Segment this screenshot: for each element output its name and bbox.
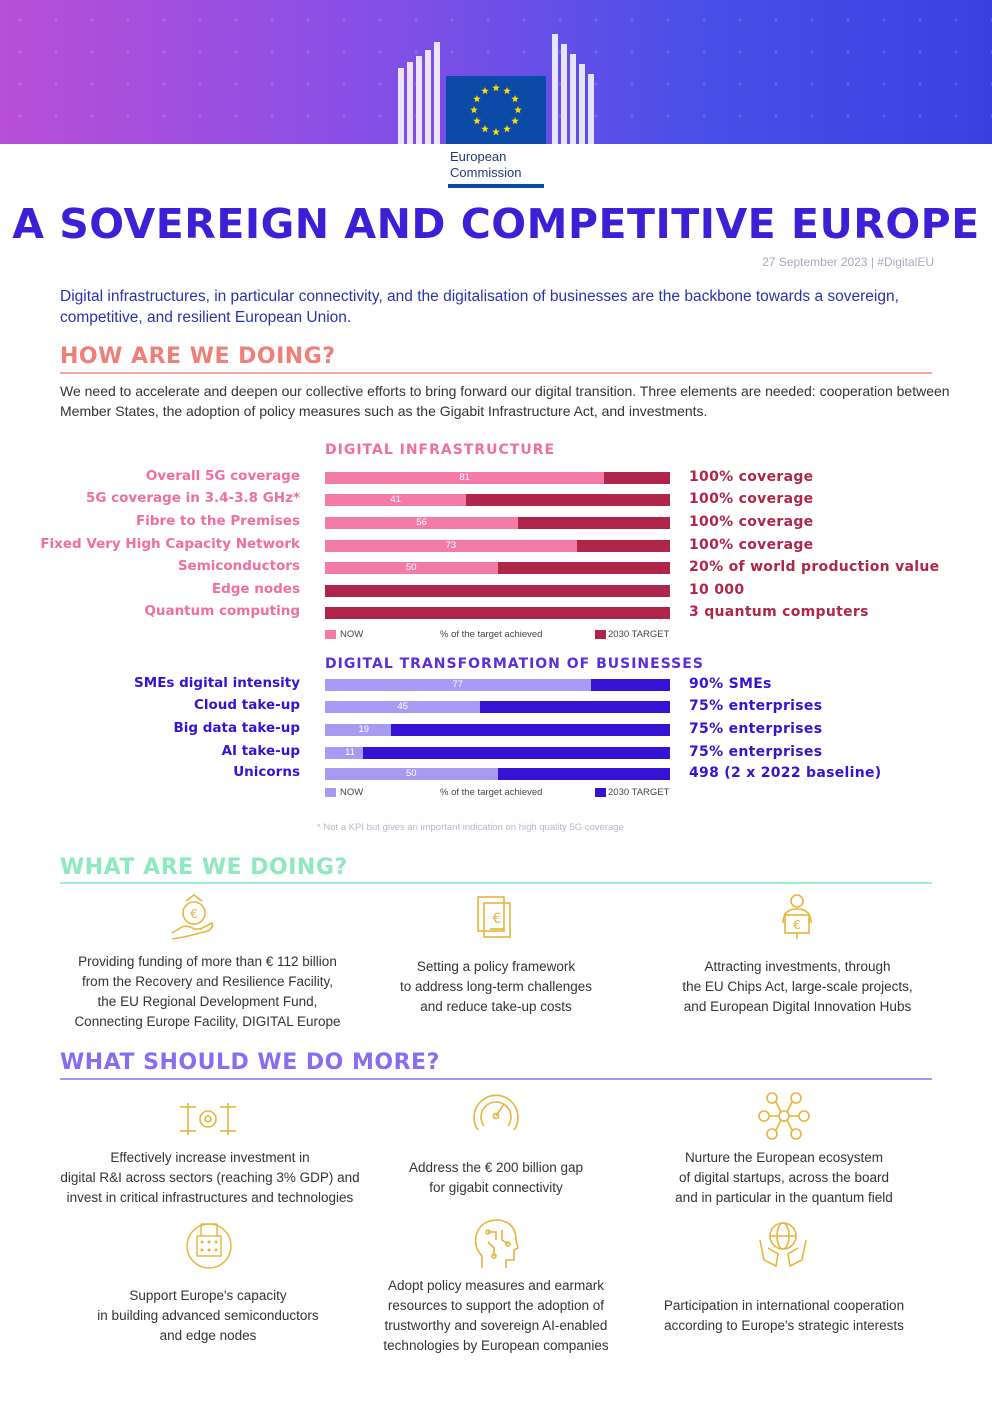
more-item-ai: Adopt policy measures and earmark resources to support the adoption of trustworthy and sovereign AI-enabled technologies by European companies xyxy=(383,1278,609,1353)
bar-target-label: 10 000 xyxy=(689,582,745,598)
more-item-semiconductors: Support Europe's capacity in building advanced semiconductors and edge nodes xyxy=(97,1288,319,1343)
research-cog-icon xyxy=(178,1099,238,1139)
bar-target xyxy=(325,540,670,552)
bar-value-label: 81 xyxy=(459,472,470,483)
eu-star xyxy=(503,125,511,132)
bar-value-label: 73 xyxy=(445,540,457,551)
bar-target xyxy=(325,747,670,759)
bar-label: Semiconductors xyxy=(177,558,300,574)
section-title-what-doing: WHAT ARE WE DOING? xyxy=(60,855,348,880)
logo-underline xyxy=(448,184,544,188)
legend-swatch-target xyxy=(595,788,606,797)
eu-star xyxy=(514,106,522,113)
eu-star xyxy=(511,117,519,124)
legend-now: NOW xyxy=(340,787,364,798)
bar-target xyxy=(325,724,670,736)
network-nodes-icon xyxy=(758,1090,810,1140)
bar-target xyxy=(325,517,670,529)
eu-star xyxy=(481,87,489,94)
bar-target xyxy=(325,472,670,484)
chart-title-businesses: DIGITAL TRANSFORMATION OF BUSINESSES xyxy=(325,656,704,672)
euro-document-icon xyxy=(476,895,516,941)
section-title-how-doing: HOW ARE WE DOING? xyxy=(60,344,336,369)
bar-label: Fixed Very High Capacity Network xyxy=(40,536,300,552)
eu-star xyxy=(470,106,478,113)
bar-label: Edge nodes xyxy=(211,581,300,597)
ai-head-icon xyxy=(472,1218,520,1272)
legend-axis-label: % of the target achieved xyxy=(440,629,543,640)
section-divider xyxy=(60,882,932,884)
globe-hands-icon xyxy=(756,1220,810,1270)
doing-item-funding: Providing funding of more than € 112 billion from the Recovery and Resilience Facility, the EU Regional Development Fund, Connecting Europe Facility, DIGITAL Europe xyxy=(74,954,341,1029)
bar-target-label: 100% coverage xyxy=(689,469,814,485)
eu-star xyxy=(492,128,500,135)
legend-swatch-now xyxy=(325,630,336,639)
bar-target-label: 75% enterprises xyxy=(689,721,823,737)
bar-target-label: 100% coverage xyxy=(689,491,814,507)
bar-target-label: 100% coverage xyxy=(689,537,814,553)
bar-label: AI take-up xyxy=(221,743,300,759)
speed-gauge-icon xyxy=(470,1090,522,1140)
investor-euro-icon xyxy=(777,893,817,941)
bar-target-label: 75% enterprises xyxy=(689,744,823,760)
svg-text:€: € xyxy=(190,907,198,921)
bar-label: Big data take-up xyxy=(173,720,300,736)
more-item-rnd: Effectively increase investment in digital R&I across sectors (reaching 3% GDP) and invest in critical infrastructures and technologies xyxy=(60,1150,360,1205)
eu-star xyxy=(481,125,489,132)
legend-swatch-target xyxy=(595,630,606,639)
chart-title-infrastructure: DIGITAL INFRASTRUCTURE xyxy=(325,442,556,458)
legend-target: 2030 TARGET xyxy=(608,629,670,640)
bar-target-label: 498 (2 x 2022 baseline) xyxy=(689,765,882,781)
money-hand-icon xyxy=(168,893,220,943)
chart-footnote: * Not a KPI but gives an important indication on high quality 5G coverage xyxy=(317,822,624,833)
eu-star xyxy=(492,84,500,91)
legend-swatch-now xyxy=(325,788,336,797)
bar-target xyxy=(325,768,670,780)
section-title-do-more: WHAT SHOULD WE DO MORE? xyxy=(60,1050,440,1075)
legend-now: NOW xyxy=(340,629,364,640)
intro-paragraph: Digital infrastructures, in particular connectivity, and the digitalisation of businesses are the backbone towards a sovereign, competitive, and resilient European Union. xyxy=(60,288,899,326)
bar-target-label: 90% SMEs xyxy=(689,676,772,692)
bar-target xyxy=(325,562,670,574)
bar-value-label: 50 xyxy=(405,562,417,573)
bar-target-label: 3 quantum computers xyxy=(689,604,869,620)
legend-target: 2030 TARGET xyxy=(608,787,670,798)
svg-text:€: € xyxy=(492,911,502,927)
svg-text:€: € xyxy=(793,918,801,932)
bar-target xyxy=(325,607,670,619)
chip-icon xyxy=(184,1220,234,1270)
bar-value-label: 41 xyxy=(390,494,401,505)
eu-star xyxy=(503,87,511,94)
bar-value-label: 11 xyxy=(345,747,355,758)
how-doing-paragraph: We need to accelerate and deepen our collective efforts to bring forward our digital transition. Three elements are needed: cooperation between Member States, the adoption of policy measures such as the Gigabit Infrastructure Act, and investments. xyxy=(60,383,950,419)
more-item-international: Participation in international cooperation according to Europe's strategic interests xyxy=(663,1298,905,1333)
page-title: A SOVEREIGN AND COMPETITIVE EUROPE xyxy=(12,200,980,248)
bar-value-label: 45 xyxy=(397,701,408,712)
bar-label: 5G coverage in 3.4-3.8 GHz* xyxy=(85,490,300,506)
berlaymont-building-left xyxy=(398,34,446,144)
logo-text-line1: European xyxy=(450,149,507,164)
bar-label: Unicorns xyxy=(233,764,300,780)
bar-target xyxy=(325,679,670,691)
legend-axis-label: % of the target achieved xyxy=(440,787,543,798)
bar-value-label: 50 xyxy=(405,768,417,779)
more-item-gigabit: Address the € 200 billion gap for gigabit connectivity xyxy=(408,1160,584,1195)
bar-target-label: 75% enterprises xyxy=(689,698,823,714)
bar-label: SMEs digital intensity xyxy=(134,675,300,691)
bar-label: Quantum computing xyxy=(144,603,300,619)
logo-text-line2: Commission xyxy=(450,165,522,180)
section-divider xyxy=(60,1078,932,1080)
eu-star xyxy=(473,117,481,124)
date-hashtag: 27 September 2023 | #DigitalEU xyxy=(762,255,934,269)
bar-label: Fibre to the Premises xyxy=(135,513,300,529)
berlaymont-building-right xyxy=(546,34,594,144)
eu-star xyxy=(511,95,519,102)
more-item-startups: Nurture the European ecosystem of digital startups, across the board and in particular in the quantum field xyxy=(675,1150,893,1205)
doing-item-policy: Setting a policy framework to address long-term challenges and reduce take-up costs xyxy=(399,959,593,1014)
section-divider xyxy=(60,372,932,374)
bar-label: Cloud take-up xyxy=(194,697,300,713)
bar-value-label: 19 xyxy=(358,724,370,735)
eu-flag-logo xyxy=(446,76,546,144)
bar-value-label: 77 xyxy=(452,679,464,690)
doing-item-investments: Attracting investments, through the EU Chips Act, large-scale projects, and European Digital Innovation Hubs xyxy=(682,959,913,1014)
eu-stars-icon xyxy=(446,76,546,144)
bar-value-label: 56 xyxy=(416,517,427,528)
eu-star xyxy=(473,95,481,102)
bar-label: Overall 5G coverage xyxy=(145,468,300,484)
bar-target-label: 20% of world production value xyxy=(689,559,940,575)
bar-target xyxy=(325,701,670,713)
bar-target xyxy=(325,585,670,597)
bar-target xyxy=(325,494,670,506)
bar-target-label: 100% coverage xyxy=(689,514,814,530)
